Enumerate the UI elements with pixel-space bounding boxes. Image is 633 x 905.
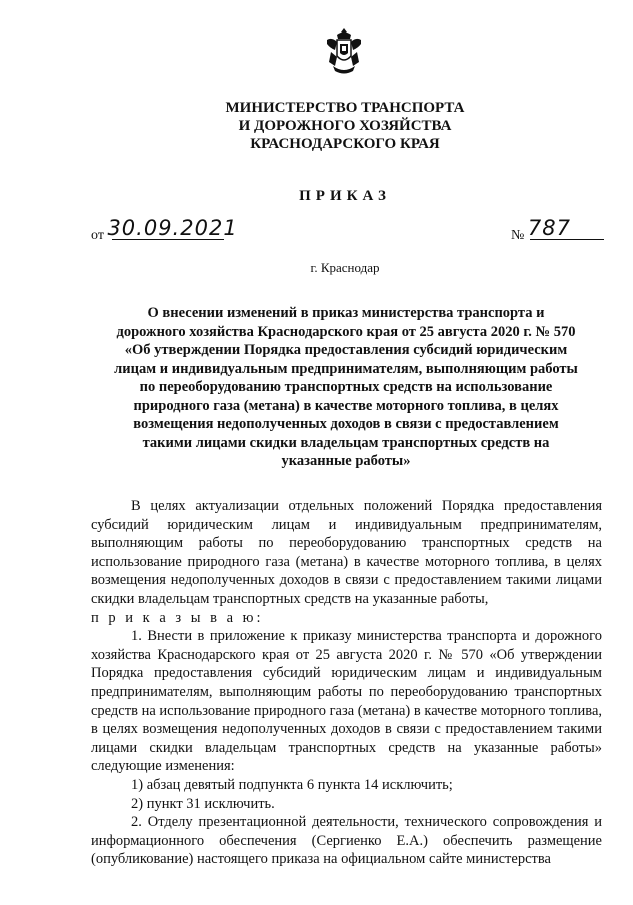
coat-of-arms-icon [323,26,365,76]
date-row [91,216,238,244]
document-body [91,497,602,869]
item-1-1-paragraph: 1) абзац девятый подпункта 6 пункта 14 исключить; [131,776,453,793]
ministry-line-3: КРАСНОДАРСКОГО КРАЯ [250,136,440,152]
item-1-2-paragraph: 2) пункт 31 исключить. [131,795,275,812]
ministry-line-2: И ДОРОЖНОГО ХОЗЯЙСТВА [238,118,452,134]
preamble-paragraph: В целях актуализации отдельных положений Порядка предоставления субсидий юридическим лицам и индивидуальным предпринимателям, выполняющим работы по переоборудованию транспортных средств на использование природного газа (метана) в качестве моторного топлива, в целях возмещения недополученных доходов в связи с предоставлением такими лицами скидки владельцам транспортных средств на указанные работы, [91,498,602,607]
handwritten-number: 787 [527,216,571,240]
number-prefix: № [511,228,525,243]
item-1-paragraph: 1. Внести в приложение к приказу министерства транспорта и дорожного хозяйства Краснодарского края от 25 августа 2020 г. № 570 «Об утверждении Порядка предоставления субсидий юридическим лицам и индивидуальным предпринимателям, выполняющим работы по переоборудованию транспортных средств на использование природного газа (метана) в качестве моторного топлива, в целях возмещения недополученных доходов в связи с предоставлением такими лицами скидки владельцам транспортных средств на указанные работы» следующие изменения: [91,628,602,775]
document-type: ПРИКАЗ [299,188,391,204]
order-word: п р и к а з ы в а ю: [91,609,264,626]
number-underline [530,239,604,240]
ministry-name [150,99,540,153]
date-prefix: от [91,228,104,243]
item-2-paragraph: 2. Отделу презентационной деятельности, технического сопровождения и информационного обеспечения (Сергиенко Е.А.) обеспечить размещение (опубликование) настоящего приказа на официальном сайте министерства [91,814,602,868]
date-underline [112,239,224,240]
city: г. Краснодар [310,260,380,275]
handwritten-date: 30.09.2021 [107,216,238,240]
number-row [511,216,571,244]
document-title: О внесении изменений в приказ министерства транспорта и дорожного хозяйства Краснодарского края от 25 августа 2020 г. № 570 «Об утверждении Порядка предоставления субсидий юридическим лицам и индивидуальным предпринимателям, выполняющим работы по переоборудованию транспортных средств на использование природного газа (метана) в качестве моторного топлива, в целях возмещения недополученных доходов в связи с предоставлением такими лицами скидки владельцам транспортных средств на указанные работы» [114,305,578,469]
ministry-line-1: МИНИСТЕРСТВО ТРАНСПОРТА [225,100,465,116]
